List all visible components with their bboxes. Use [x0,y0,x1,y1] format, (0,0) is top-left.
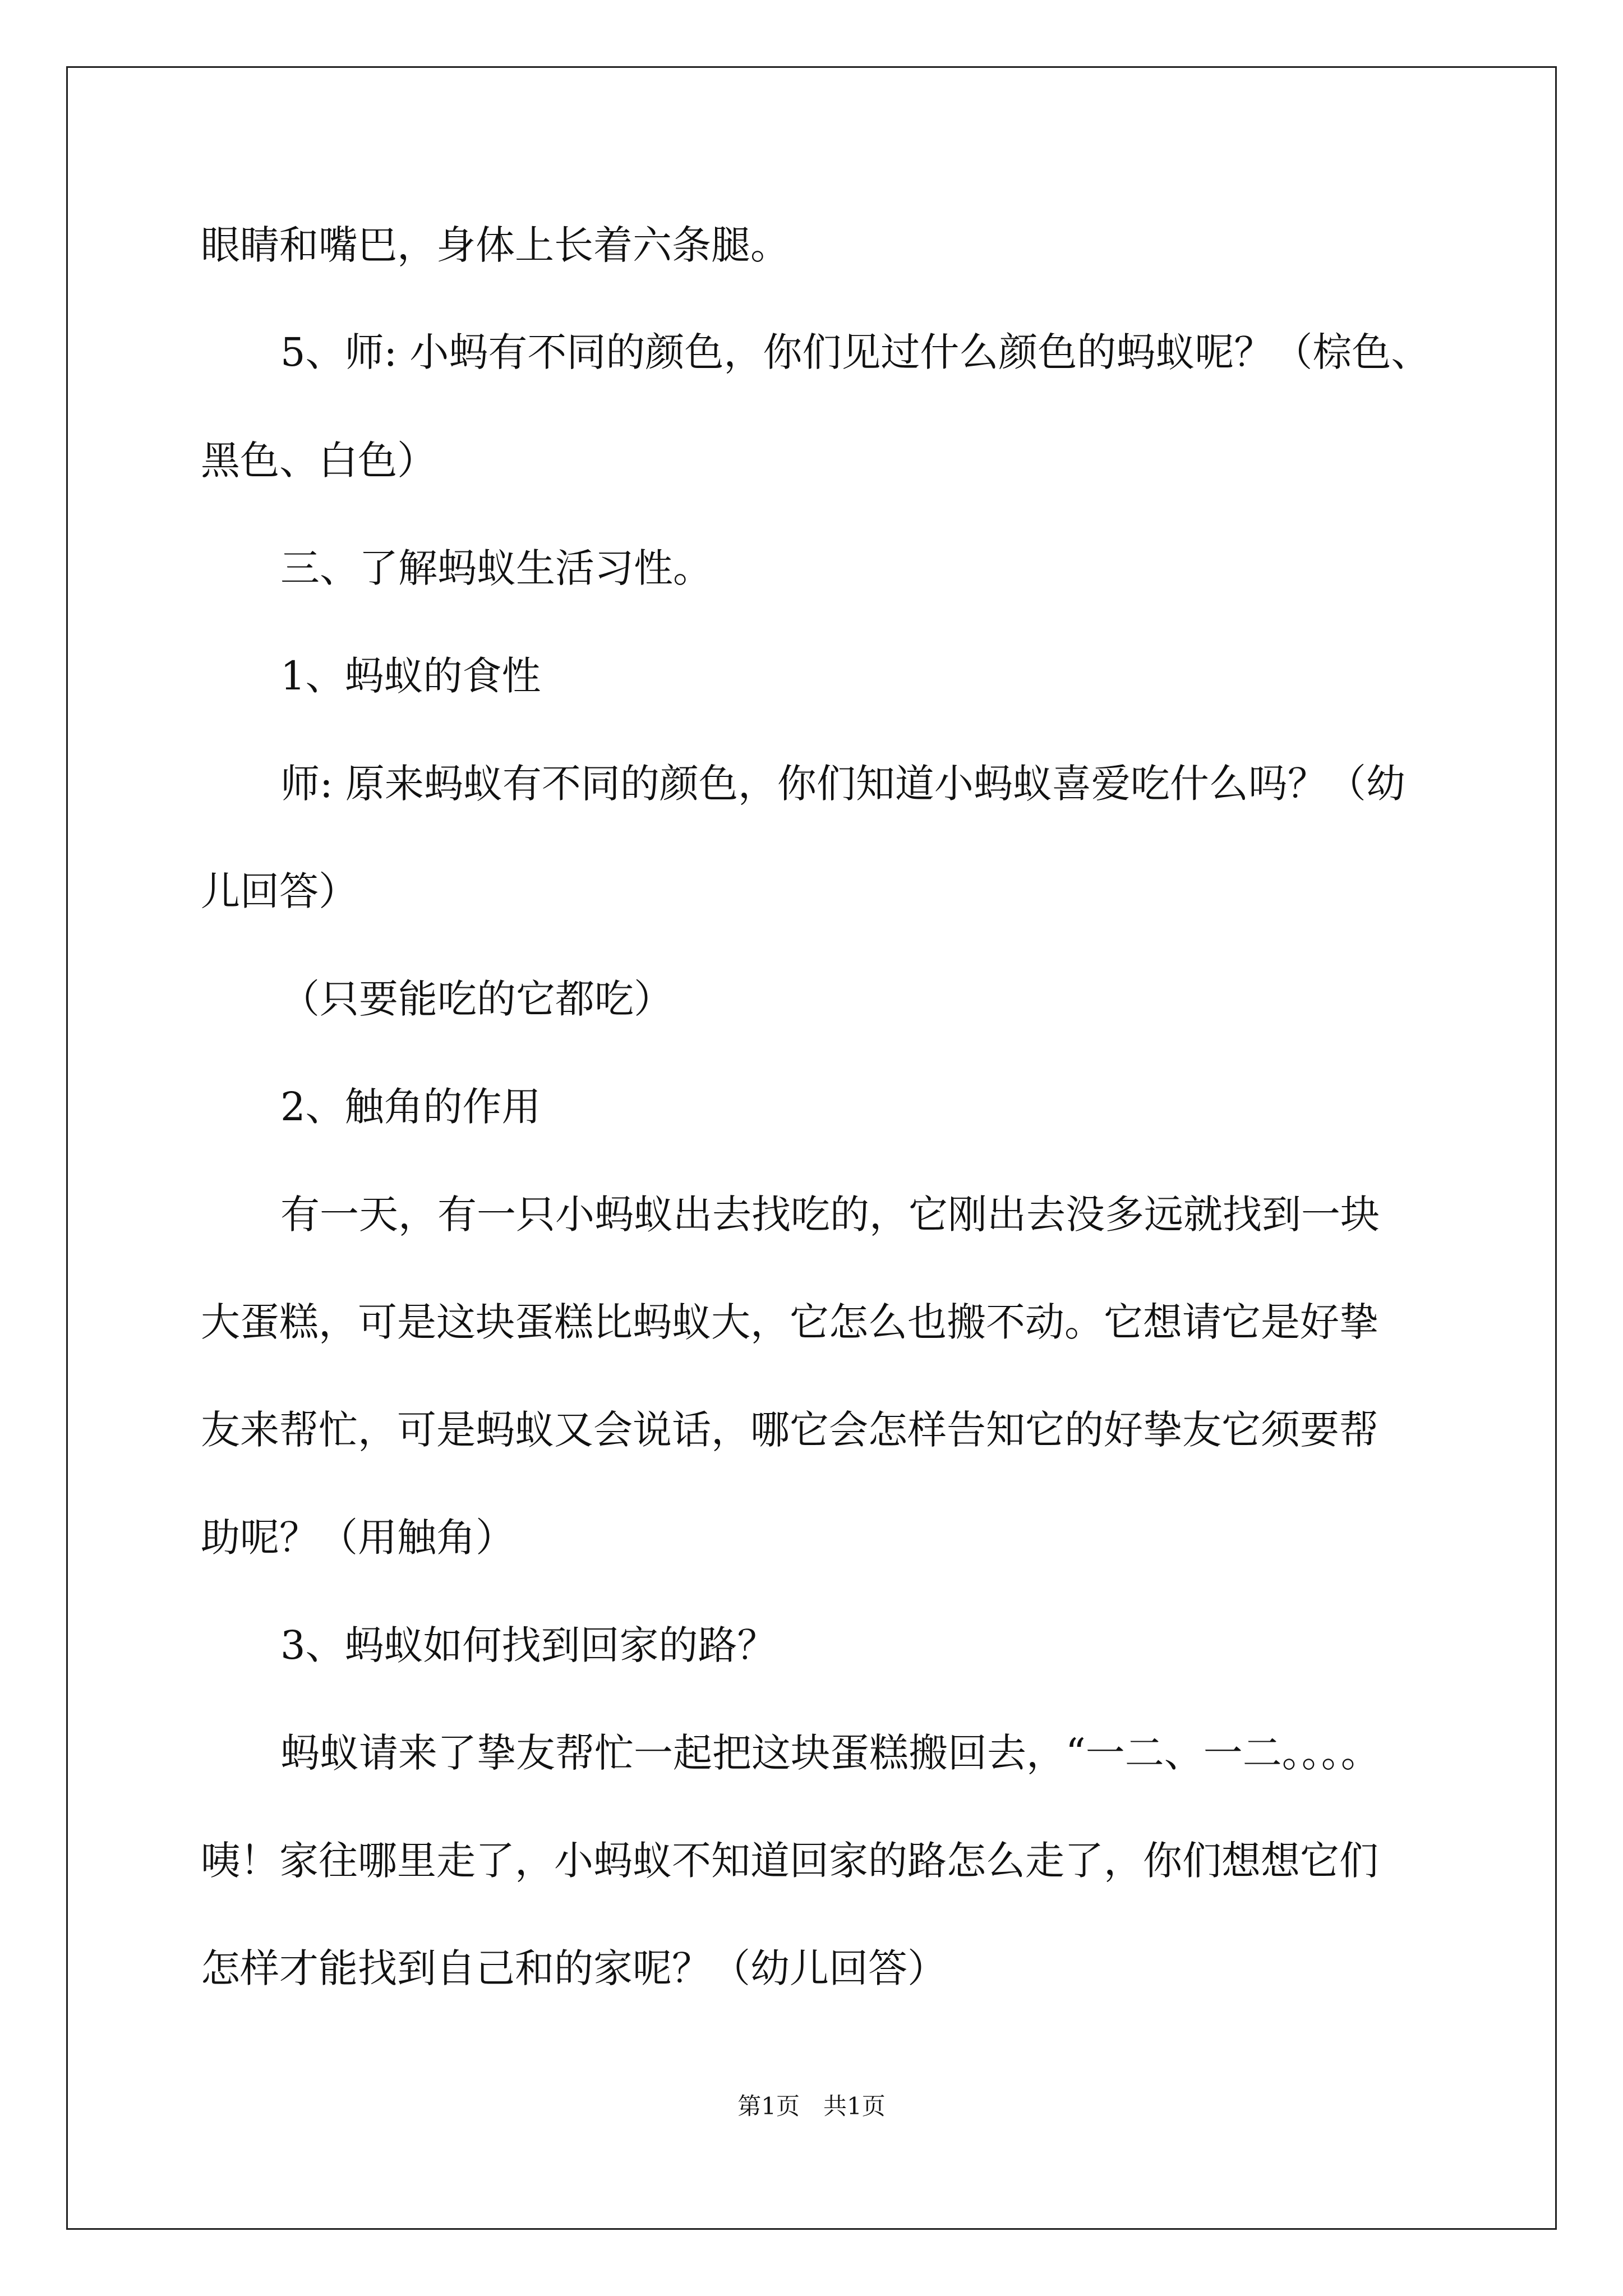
text-line-17: 怎样才能找到自己和的家呢？（幼儿回答） [201,1945,947,1991]
text-line-15: 蚂蚁请来了挚友帮忙一起把这块蛋糕搬回去，“一二、一二。。。。 [280,1730,1380,1776]
text-line-9: 2、触角的作用 [280,1084,541,1130]
text-line-13: 助呢？（用触角） [201,1515,515,1561]
text-line-11: 大蛋糕，可是这块蛋糕比蚂蚁大，它怎么也搬不动。它想请它是好挚 [201,1299,1378,1345]
text-line-7: 儿回答） [201,868,358,914]
page-border [66,66,1557,2230]
text-line-8: （只要能吃的它都吃） [280,976,673,1022]
text-line-12: 友来帮忙，可是蚂蚁又会说话，哪它会怎样告知它的好挚友它须要帮 [201,1407,1378,1453]
text-line-1: 眼睛和嘴巴，身体上长着六条腿。 [201,222,790,268]
text-line-2: 5、师: 小蚂有不同的颜色，你们见过什么颜色的蚂蚁呢？（棕色、 [280,329,1431,375]
text-line-5: 1、蚂蚁的食性 [280,653,541,699]
page-footer: 第1页 共1页 [737,2092,886,2120]
text-line-10: 有一天，有一只小蚂蚁出去找吃的，它刚出去没多远就找到一块 [280,1191,1380,1237]
text-line-3: 黑色、白色） [201,438,436,484]
text-line-4: 三、了解蚂蚁生活习性。 [280,545,712,591]
text-line-16: 咦！家往哪里走了，小蚂蚁不知道回家的路怎么走了，你们想想它们 [201,1838,1378,1884]
text-line-14: 3、蚂蚁如何找到回家的路？ [280,1622,777,1668]
text-line-6: 师: 原来蚂蚁有不同的颜色，你们知道小蚂蚁喜爱吃什么吗？（幼 [280,761,1405,807]
